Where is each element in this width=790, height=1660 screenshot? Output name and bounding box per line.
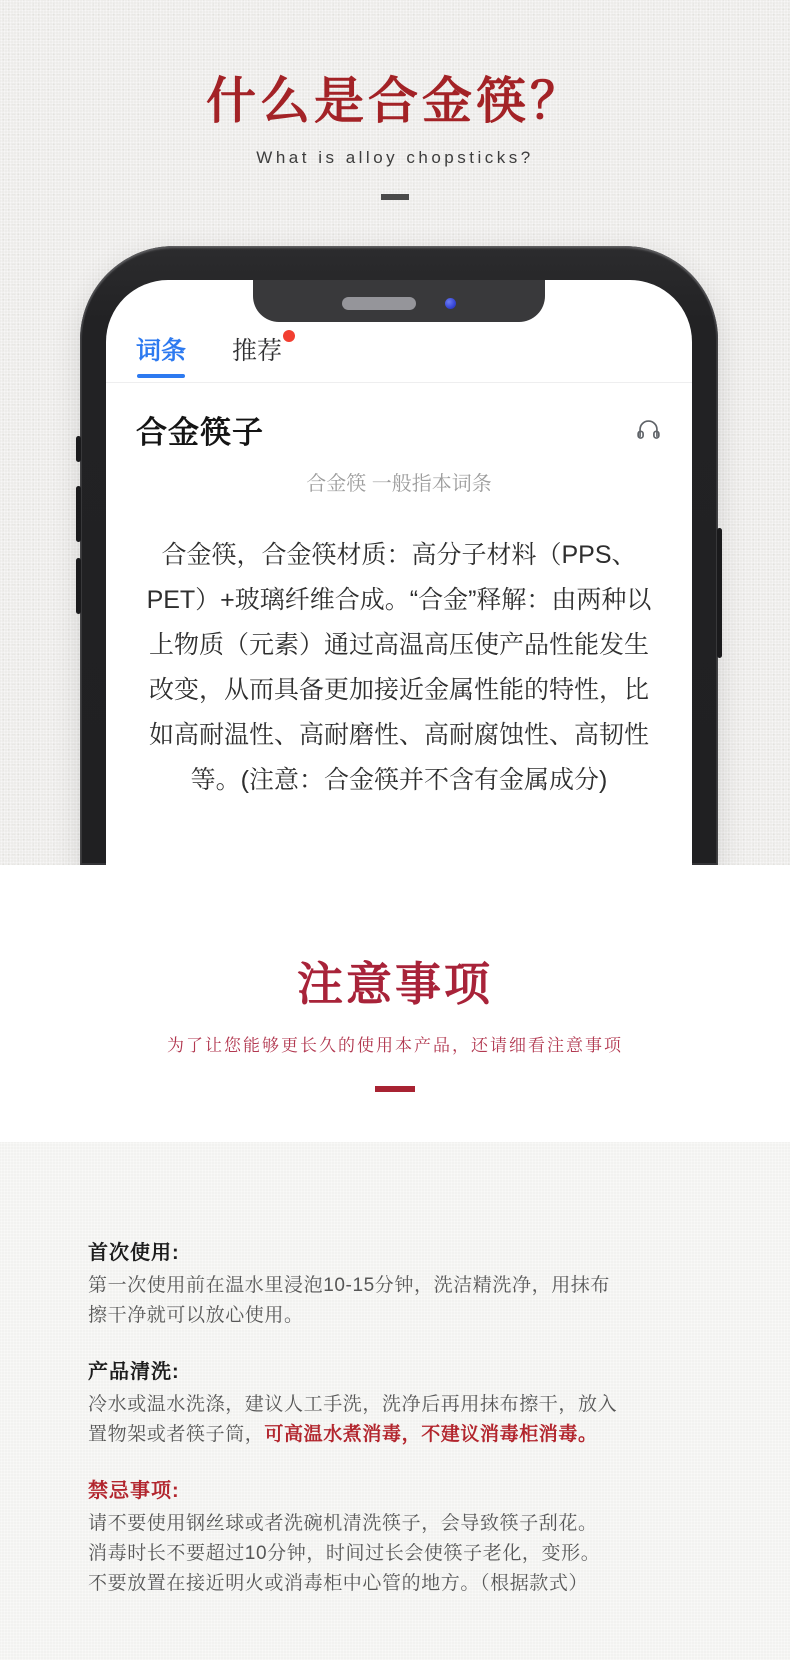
care-block-cleaning [88,1359,730,1450]
cleaning-heading: 产品清洗: [88,1361,180,1383]
taboo-line: 请不要使用钢丝球或者洗碗机清洗筷子，会导致筷子刮花。 [88,1513,598,1534]
notice-section [0,865,790,1142]
first-use-heading: 首次使用: [88,1242,180,1264]
notification-dot [283,330,295,342]
entry-paragraph-line: 上物质（元素）通过高温高压使产品性能发生 [148,631,649,659]
entry-paragraph-line: 如高耐温性、高耐磨性、高耐腐蚀性、高韧性 [148,721,649,749]
tab-recommend-label: 推荐 [232,337,283,365]
tab-entry[interactable] [136,336,186,366]
intro-subtitle: What is alloy chopsticks? [256,148,534,167]
entry-title: 合金筷子 [136,415,264,450]
cleaning-line-normal: 置物架或者筷子筒， [88,1424,265,1445]
phone-mockup [80,246,718,865]
care-block-first-use [88,1240,730,1331]
headphones-icon[interactable] [635,416,662,443]
phone-volume-up-button [76,486,81,542]
taboo-line: 不要放置在接近明火或消毒柜中心管的地方。（根据款式） [88,1573,589,1594]
entry-paragraph [136,533,662,803]
notice-title: 注意事项 [297,958,493,1010]
taboo-heading: 禁忌事项: [88,1480,180,1502]
tab-divider [106,382,692,383]
phone-power-button [717,528,722,658]
care-block-taboo [88,1478,730,1599]
first-use-line: 第一次使用前在温水里浸泡10-15分钟，洗洁精洗净，用抹布 [88,1275,610,1296]
cleaning-body [88,1390,730,1450]
entry-paragraph-line: PET）+玻璃纤维合成。“合金”释解：由两种以 [146,586,652,614]
intro-divider-dash [381,194,409,200]
active-tab-underline [137,374,185,378]
entry-paragraph-line: 合金筷，合金筷材质：高分子材料（PPS、 [161,541,637,569]
taboo-line: 消毒时长不要超过10分钟，时间过长会使筷子老化，变形。 [88,1543,601,1564]
phone-mute-switch [76,436,81,462]
phone-screen [106,280,692,865]
entry-paragraph-line: 改变，从而具备更加接近金属性能的特性，比 [148,676,649,704]
phone-volume-down-button [76,558,81,614]
phone-notch [253,280,545,322]
entry-content [106,407,692,803]
notice-divider-dash [375,1086,415,1092]
tab-recommend[interactable] [232,336,282,366]
notice-subtitle: 为了让您能够更长久的使用本产品，还请细看注意事项 [167,1036,623,1055]
entry-subtitle: 合金筷 一般指本词条 [306,473,492,495]
cleaning-line [88,1420,730,1450]
cleaning-line: 冷水或温水洗涤，建议人工手洗，洗净后再用抹布擦干，放入 [88,1394,618,1415]
entry-paragraph-line: 等。(注意：合金筷并不含有金属成分) [190,766,608,794]
phone-camera-icon [445,298,456,309]
first-use-body [88,1271,730,1331]
entry-header [136,407,662,452]
care-instructions-section [0,1142,790,1660]
intro-title: 什么是合金筷？ [206,73,584,129]
taboo-body [88,1509,730,1599]
phone-speaker [342,297,416,310]
tab-entry-label: 词条 [136,337,187,365]
cleaning-line-highlight: 可高温水煮消毒，不建议消毒柜消毒。 [264,1424,598,1445]
first-use-line: 擦干净就可以放心使用。 [88,1305,304,1326]
